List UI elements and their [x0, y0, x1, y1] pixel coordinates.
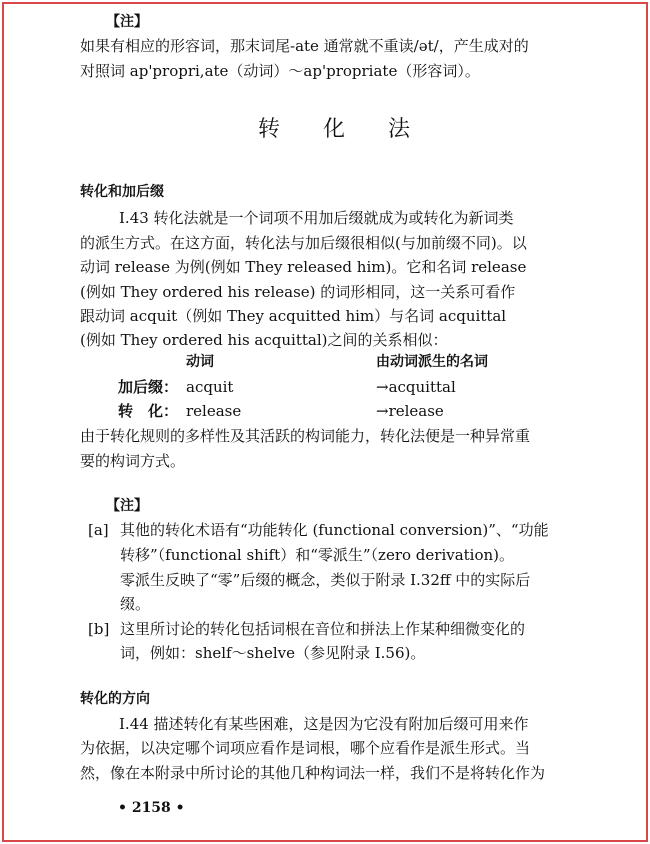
paragraph-line: 要的构词方式。: [80, 452, 186, 470]
note-marker-a: [a]: [88, 521, 109, 539]
paragraph-line: 然，像在本附录中所讨论的其他几种构词法一样，我们不是将转化作为: [80, 764, 546, 782]
note-a-line: 其他的转化术语有“功能转化 (functional conversion)”、“功能: [120, 521, 549, 539]
table-cell-noun: →acquittal: [376, 378, 456, 396]
note-a-line: 缀。: [120, 595, 151, 613]
note-a-line: 零派生反映了“零”后缀的概念，类似于附录 Ⅰ.32ff 中的实际后: [120, 571, 531, 589]
table-row-label: 转 化：: [118, 402, 179, 420]
top-note-heading: 【注】: [106, 14, 148, 30]
note-b-line: 词，例如：shelf～shelve（参见附录 Ⅰ.56)。: [120, 644, 426, 662]
section-heading-direction-of-conversion: 转化的方向: [80, 691, 150, 707]
page-title: 转 化 法: [258, 117, 428, 142]
paragraph-line: 为依据，以决定哪个词项应看作是词根，哪个应看作是派生形式。当: [80, 739, 531, 757]
section-heading-conversion-and-suffix: 转化和加后缀: [80, 184, 164, 200]
table-header-verb: 动词: [186, 354, 214, 370]
top-note-line: 对照词 ap'propri,ate（动词）～ap'propriate（形容词）。: [80, 62, 480, 80]
notes-heading: 【注】: [106, 498, 148, 514]
paragraph-line: Ⅰ.43 转化法就是一个词项不用加后缀就成为或转化为新词类: [119, 209, 514, 227]
note-b-line: 这里所讨论的转化包括词根在音位和拼法上作某种细微变化的: [120, 620, 526, 638]
note-a-line: 转移”（functional shift）和“零派生”（zero derivation)。: [120, 546, 515, 564]
paragraph-line: 跟动词 acquit（例如 They acquitted him）与名词 acquittal: [80, 307, 507, 325]
paragraph-line: Ⅰ.44 描述转化有某些困难，这是因为它没有附加后缀可用来作: [119, 715, 529, 733]
table-header-noun: 由动词派生的名词: [376, 354, 488, 370]
note-marker-b: [b]: [88, 620, 110, 638]
table-cell-noun: →release: [376, 402, 444, 420]
paragraph-line: 由于转化规则的多样性及其活跃的构词能力，转化法便是一种异常重: [80, 427, 531, 445]
page-number: • 2158 •: [118, 800, 185, 816]
paragraph-line: (例如 They ordered his release) 的词形相同，这一关系可看作: [80, 283, 516, 301]
paragraph-line: (例如 They ordered his acquittal)之间的关系相似：: [80, 331, 448, 349]
table-cell-verb: release: [186, 402, 242, 420]
table-row-label: 加后缀：: [118, 378, 179, 396]
paragraph-line: 的派生方式。在这方面，转化法与加后缀很相似(与加前缀不同)。以: [80, 234, 527, 252]
table-cell-verb: acquit: [186, 378, 234, 396]
paragraph-line: 动词 release 为例(例如 They released him)。它和名词 release: [80, 258, 527, 276]
top-note-line: 如果有相应的形容词，那末词尾-ate 通常就不重读/ət/，产生成对的: [80, 37, 529, 55]
